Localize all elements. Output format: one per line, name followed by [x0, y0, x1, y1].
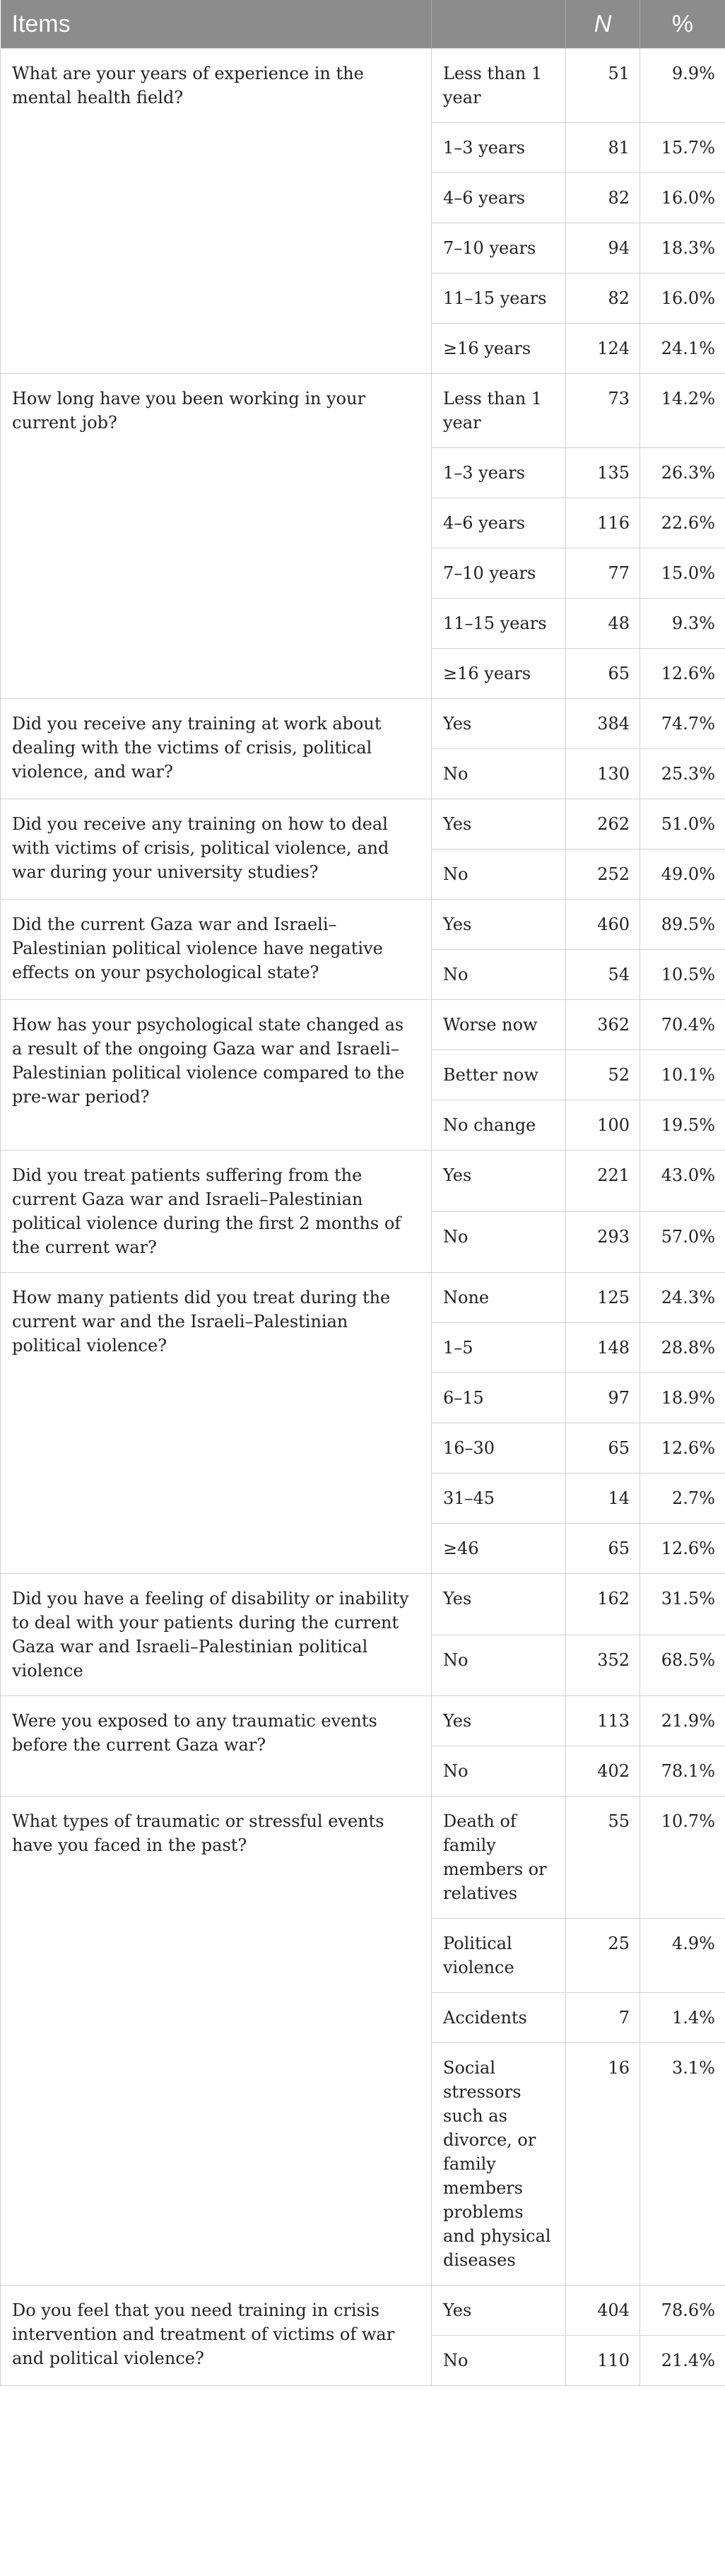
count-cell: 73: [566, 374, 640, 448]
option-cell: Death of family members or relatives: [432, 1796, 566, 1919]
table-row: [1, 1000, 725, 1050]
percent-cell: 51.0%: [640, 799, 725, 849]
option-cell: 1–3 years: [432, 448, 566, 498]
count-cell: 82: [566, 173, 640, 223]
percent-cell: 4.9%: [640, 1919, 725, 1993]
option-cell: 7–10 years: [432, 548, 566, 599]
percent-cell: 26.3%: [640, 448, 725, 498]
option-cell: No: [432, 749, 566, 799]
percent-cell: 16.0%: [640, 274, 725, 324]
percent-cell: 21.4%: [640, 2336, 725, 2386]
count-cell: 124: [566, 324, 640, 374]
count-cell: 252: [566, 849, 640, 900]
count-cell: 82: [566, 274, 640, 324]
option-cell: 7–10 years: [432, 223, 566, 274]
count-cell: 16: [566, 2043, 640, 2286]
option-cell: No: [432, 1746, 566, 1796]
option-cell: ≥16 years: [432, 649, 566, 699]
percent-cell: 9.9%: [640, 49, 725, 123]
header-option: [432, 0, 566, 49]
count-cell: 352: [566, 1635, 640, 1696]
option-cell: ≥16 years: [432, 324, 566, 374]
percent-cell: 10.5%: [640, 950, 725, 1000]
option-cell: Yes: [432, 1151, 566, 1212]
count-cell: 81: [566, 123, 640, 173]
option-cell: 16–30: [432, 1423, 566, 1474]
option-cell: Yes: [432, 799, 566, 849]
option-cell: No: [432, 849, 566, 900]
count-cell: 51: [566, 49, 640, 123]
count-cell: 110: [566, 2336, 640, 2386]
count-cell: 48: [566, 599, 640, 649]
count-cell: 162: [566, 1574, 640, 1635]
percent-cell: 18.9%: [640, 1373, 725, 1423]
percent-cell: 10.7%: [640, 1796, 725, 1919]
option-cell: No: [432, 1211, 566, 1273]
count-cell: 384: [566, 699, 640, 749]
count-cell: 362: [566, 1000, 640, 1050]
table-row: [1, 49, 725, 123]
percent-cell: 31.5%: [640, 1574, 725, 1635]
count-cell: 113: [566, 1696, 640, 1746]
table-body: [1, 49, 725, 2386]
question-cell: What types of traumatic or stressful events have you faced in the past?: [1, 1796, 432, 2286]
option-cell: 1–3 years: [432, 123, 566, 173]
count-cell: 460: [566, 900, 640, 950]
count-cell: 7: [566, 1993, 640, 2043]
header-n: N: [566, 0, 640, 49]
question-cell: Did you have a feeling of disability or inability to deal with your patients during the current Gaza war and Israeli–Palestinian political violence: [1, 1574, 432, 1696]
option-cell: 11–15 years: [432, 274, 566, 324]
question-cell: How has your psychological state changed as a result of the ongoing Gaza war and Israeli–Palestinian political violence compared to the pre-war period?: [1, 1000, 432, 1151]
percent-cell: 19.5%: [640, 1100, 725, 1151]
option-cell: Accidents: [432, 1993, 566, 2043]
question-cell: What are your years of experience in the mental health field?: [1, 49, 432, 374]
question-cell: Do you feel that you need training in crisis intervention and treatment of victims of war and political violence?: [1, 2286, 432, 2386]
count-cell: 100: [566, 1100, 640, 1151]
count-cell: 135: [566, 448, 640, 498]
count-cell: 116: [566, 498, 640, 548]
count-cell: 14: [566, 1474, 640, 1524]
question-cell: How long have you been working in your current job?: [1, 374, 432, 699]
option-cell: Less than 1 year: [432, 374, 566, 448]
option-cell: Yes: [432, 1696, 566, 1746]
percent-cell: 12.6%: [640, 1423, 725, 1474]
table-row: [1, 799, 725, 849]
count-cell: 97: [566, 1373, 640, 1423]
question-cell: Did the current Gaza war and Israeli–Palestinian political violence have negative effects on your psychological state?: [1, 900, 432, 1000]
option-cell: 4–6 years: [432, 498, 566, 548]
question-cell: Did you receive any training at work about dealing with the victims of crisis, political violence, and war?: [1, 699, 432, 799]
percent-cell: 70.4%: [640, 1000, 725, 1050]
option-cell: No change: [432, 1100, 566, 1151]
percent-cell: 24.3%: [640, 1273, 725, 1323]
percent-cell: 49.0%: [640, 849, 725, 900]
percent-cell: 12.6%: [640, 1524, 725, 1574]
percent-cell: 21.9%: [640, 1696, 725, 1746]
count-cell: 404: [566, 2286, 640, 2336]
count-cell: 54: [566, 950, 640, 1000]
option-cell: 31–45: [432, 1474, 566, 1524]
count-cell: 130: [566, 749, 640, 799]
option-cell: 1–5: [432, 1323, 566, 1373]
count-cell: 402: [566, 1746, 640, 1796]
table-row: [1, 900, 725, 950]
percent-cell: 25.3%: [640, 749, 725, 799]
percent-cell: 24.1%: [640, 324, 725, 374]
header-items: Items: [1, 0, 432, 49]
option-cell: Better now: [432, 1050, 566, 1100]
table-row: [1, 1574, 725, 1635]
percent-cell: 3.1%: [640, 2043, 725, 2286]
table-row: [1, 699, 725, 749]
count-cell: 65: [566, 649, 640, 699]
count-cell: 148: [566, 1323, 640, 1373]
count-cell: 65: [566, 1423, 640, 1474]
count-cell: 55: [566, 1796, 640, 1919]
table-row: [1, 1696, 725, 1746]
table-row: [1, 1151, 725, 1212]
question-cell: Did you receive any training on how to deal with victims of crisis, political violence, and war during your university studies?: [1, 799, 432, 900]
percent-cell: 12.6%: [640, 649, 725, 699]
percent-cell: 22.6%: [640, 498, 725, 548]
option-cell: No: [432, 1635, 566, 1696]
percent-cell: 43.0%: [640, 1151, 725, 1212]
option-cell: ≥46: [432, 1524, 566, 1574]
percent-cell: 9.3%: [640, 599, 725, 649]
count-cell: 125: [566, 1273, 640, 1323]
table-row: [1, 2286, 725, 2336]
table-header: [1, 0, 725, 49]
header-percent: %: [640, 0, 725, 49]
percent-cell: 74.7%: [640, 699, 725, 749]
header-row: [1, 0, 725, 49]
table-row: [1, 1796, 725, 1919]
count-cell: 293: [566, 1211, 640, 1273]
table-row: [1, 1273, 725, 1323]
option-cell: Yes: [432, 2286, 566, 2336]
option-cell: Political violence: [432, 1919, 566, 1993]
percent-cell: 28.8%: [640, 1323, 725, 1373]
question-cell: Were you exposed to any traumatic events before the current Gaza war?: [1, 1696, 432, 1796]
option-cell: No: [432, 950, 566, 1000]
option-cell: 4–6 years: [432, 173, 566, 223]
percent-cell: 16.0%: [640, 173, 725, 223]
question-cell: How many patients did you treat during the current war and the Israeli–Palestinian political violence?: [1, 1273, 432, 1574]
percent-cell: 57.0%: [640, 1211, 725, 1273]
count-cell: 94: [566, 223, 640, 274]
table-row: [1, 374, 725, 448]
percent-cell: 89.5%: [640, 900, 725, 950]
count-cell: 77: [566, 548, 640, 599]
percent-cell: 18.3%: [640, 223, 725, 274]
percent-cell: 68.5%: [640, 1635, 725, 1696]
question-cell: Did you treat patients suffering from the current Gaza war and Israeli–Palestinian political violence during the first 2 months of the current war?: [1, 1151, 432, 1273]
option-cell: 11–15 years: [432, 599, 566, 649]
count-cell: 262: [566, 799, 640, 849]
percent-cell: 10.1%: [640, 1050, 725, 1100]
percent-cell: 2.7%: [640, 1474, 725, 1524]
percent-cell: 15.7%: [640, 123, 725, 173]
percent-cell: 15.0%: [640, 548, 725, 599]
percent-cell: 78.1%: [640, 1746, 725, 1796]
option-cell: Yes: [432, 699, 566, 749]
percent-cell: 14.2%: [640, 374, 725, 448]
count-cell: 25: [566, 1919, 640, 1993]
option-cell: Less than 1 year: [432, 49, 566, 123]
percent-cell: 1.4%: [640, 1993, 725, 2043]
option-cell: None: [432, 1273, 566, 1323]
option-cell: Yes: [432, 900, 566, 950]
option-cell: Yes: [432, 1574, 566, 1635]
count-cell: 52: [566, 1050, 640, 1100]
count-cell: 65: [566, 1524, 640, 1574]
option-cell: Worse now: [432, 1000, 566, 1050]
percent-cell: 78.6%: [640, 2286, 725, 2336]
option-cell: Social stressors such as divorce, or family members problems and physical diseases: [432, 2043, 566, 2286]
option-cell: No: [432, 2336, 566, 2386]
count-cell: 221: [566, 1151, 640, 1212]
option-cell: 6–15: [432, 1373, 566, 1423]
